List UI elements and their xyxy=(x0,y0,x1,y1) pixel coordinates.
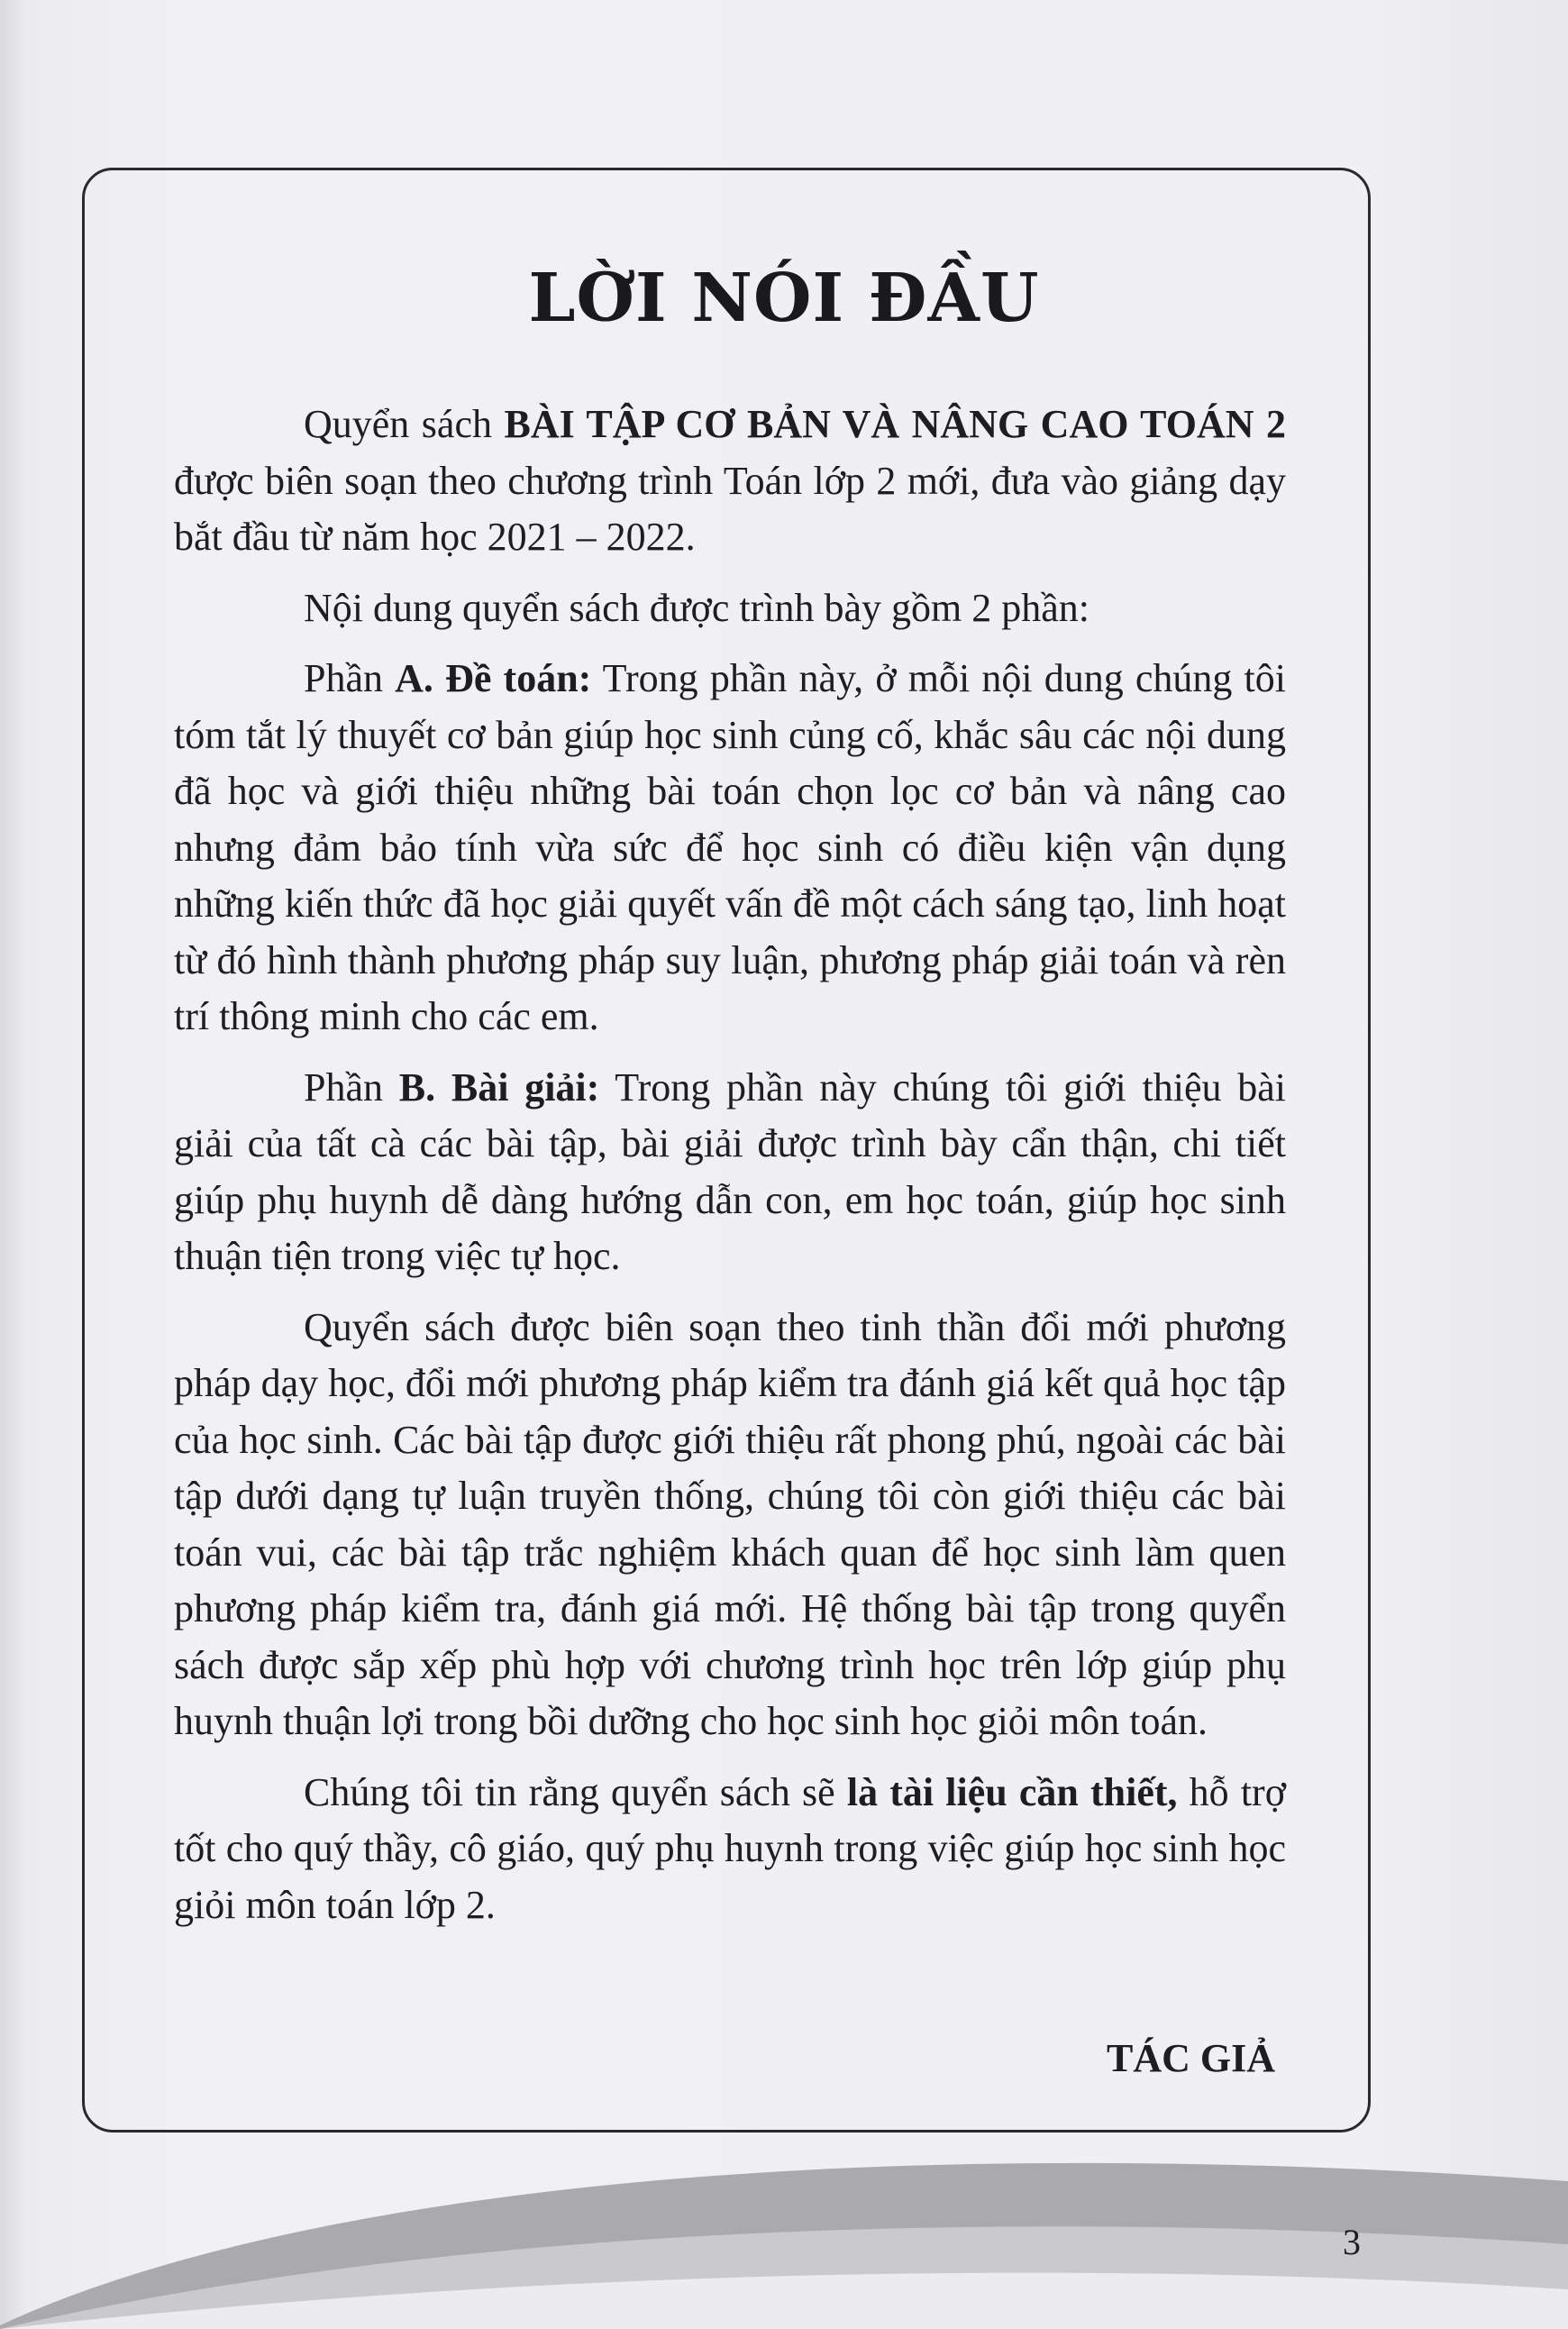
text-segment: hỗ trợ tốt cho quý thầy, cô giáo, quý phụ huynh trong việc giúp học sinh học giỏi môn toán lớp 2. xyxy=(174,1769,1286,1927)
text-segment: Trong phần này, ở mỗi nội dung chúng tôi tóm tắt lý thuyết cơ bản giúp học sinh củng cố, khắc sâu các nội dung đã học và giới thiệu những bài toán chọn lọc cơ bản và nâng cao nhưng đảm bảo tính vừa sức để học sinh có điều kiện vận dụng những kiến thức đã học giải quyết vấn đề một cách sáng tạo, linh hoạt từ đó hình thành phương pháp suy luận, phương pháp giải toán và rèn trí thông minh cho các em. xyxy=(174,656,1287,1038)
text-segment: Phần xyxy=(304,656,396,700)
decorative-footer-swoosh xyxy=(0,2145,1568,2329)
text-segment: Chúng tôi tin rằng quyển sách sẽ xyxy=(304,1769,847,1814)
paragraph xyxy=(174,651,1286,1046)
text-segment: Quyển sách được biên soạn theo tinh thần đổi mới phương pháp dạy học, đổi mới phương pháp kiểm tra đánh giá kết quả học tập của học sinh. Các bài tập được giới thiệu rất phong phú, ngoài các bài tập dưới dạng tự luận truyền thống, chúng tôi còn giới thiệu các bài toán vui, các bài tập trắc nghiệm khách quan để học sinh làm quen phương pháp kiểm tra, đánh giá mới. Hệ thống bài tập trong quyển sách được sắp xếp phù hợp với chương trình học trên lớp giúp phụ huynh thuận lợi trong bồi dưỡng cho học sinh học giỏi môn toán. xyxy=(174,1304,1286,1743)
preface-body xyxy=(174,397,1286,1948)
page-number: 3 xyxy=(1343,2222,1361,2262)
text-segment: Quyển sách xyxy=(304,402,505,446)
bold-text: là tài liệu cần thiết, xyxy=(846,1769,1178,1814)
paragraph xyxy=(174,580,1286,637)
author-signature: TÁC GIẢ xyxy=(1106,2036,1275,2080)
paragraph xyxy=(174,1300,1286,1750)
text-segment: Phần xyxy=(304,1064,399,1110)
paragraph xyxy=(174,1765,1286,1934)
paragraph xyxy=(174,397,1286,566)
bold-text: B. Bài giải: xyxy=(398,1064,600,1110)
bold-text: A. Đề toán: xyxy=(395,656,592,700)
bold-text: BÀI TẬP CƠ BẢN VÀ NÂNG CAO TOÁN 2 xyxy=(504,402,1286,446)
paragraph xyxy=(174,1060,1286,1285)
text-segment: Nội dung quyển sách được trình bày gồm 2 phần: xyxy=(304,585,1089,630)
text-segment: được biên soạn theo chương trình Toán lớp 2 mới, đưa vào giảng dạy bắt đầu từ năm học 2021 – 2022. xyxy=(174,458,1286,559)
text-segment: Trong phần này chúng tôi giới thiệu bài giải của tất cà các bài tập, bài giải được trình bày cẩn thận, chi tiết giúp phụ huynh dễ dàng hướng dẫn con, em học toán, giúp học sinh thuận tiện trong việc tự học. xyxy=(174,1064,1286,1278)
page-title: LỜI NÓI ĐẦU xyxy=(528,260,1040,337)
